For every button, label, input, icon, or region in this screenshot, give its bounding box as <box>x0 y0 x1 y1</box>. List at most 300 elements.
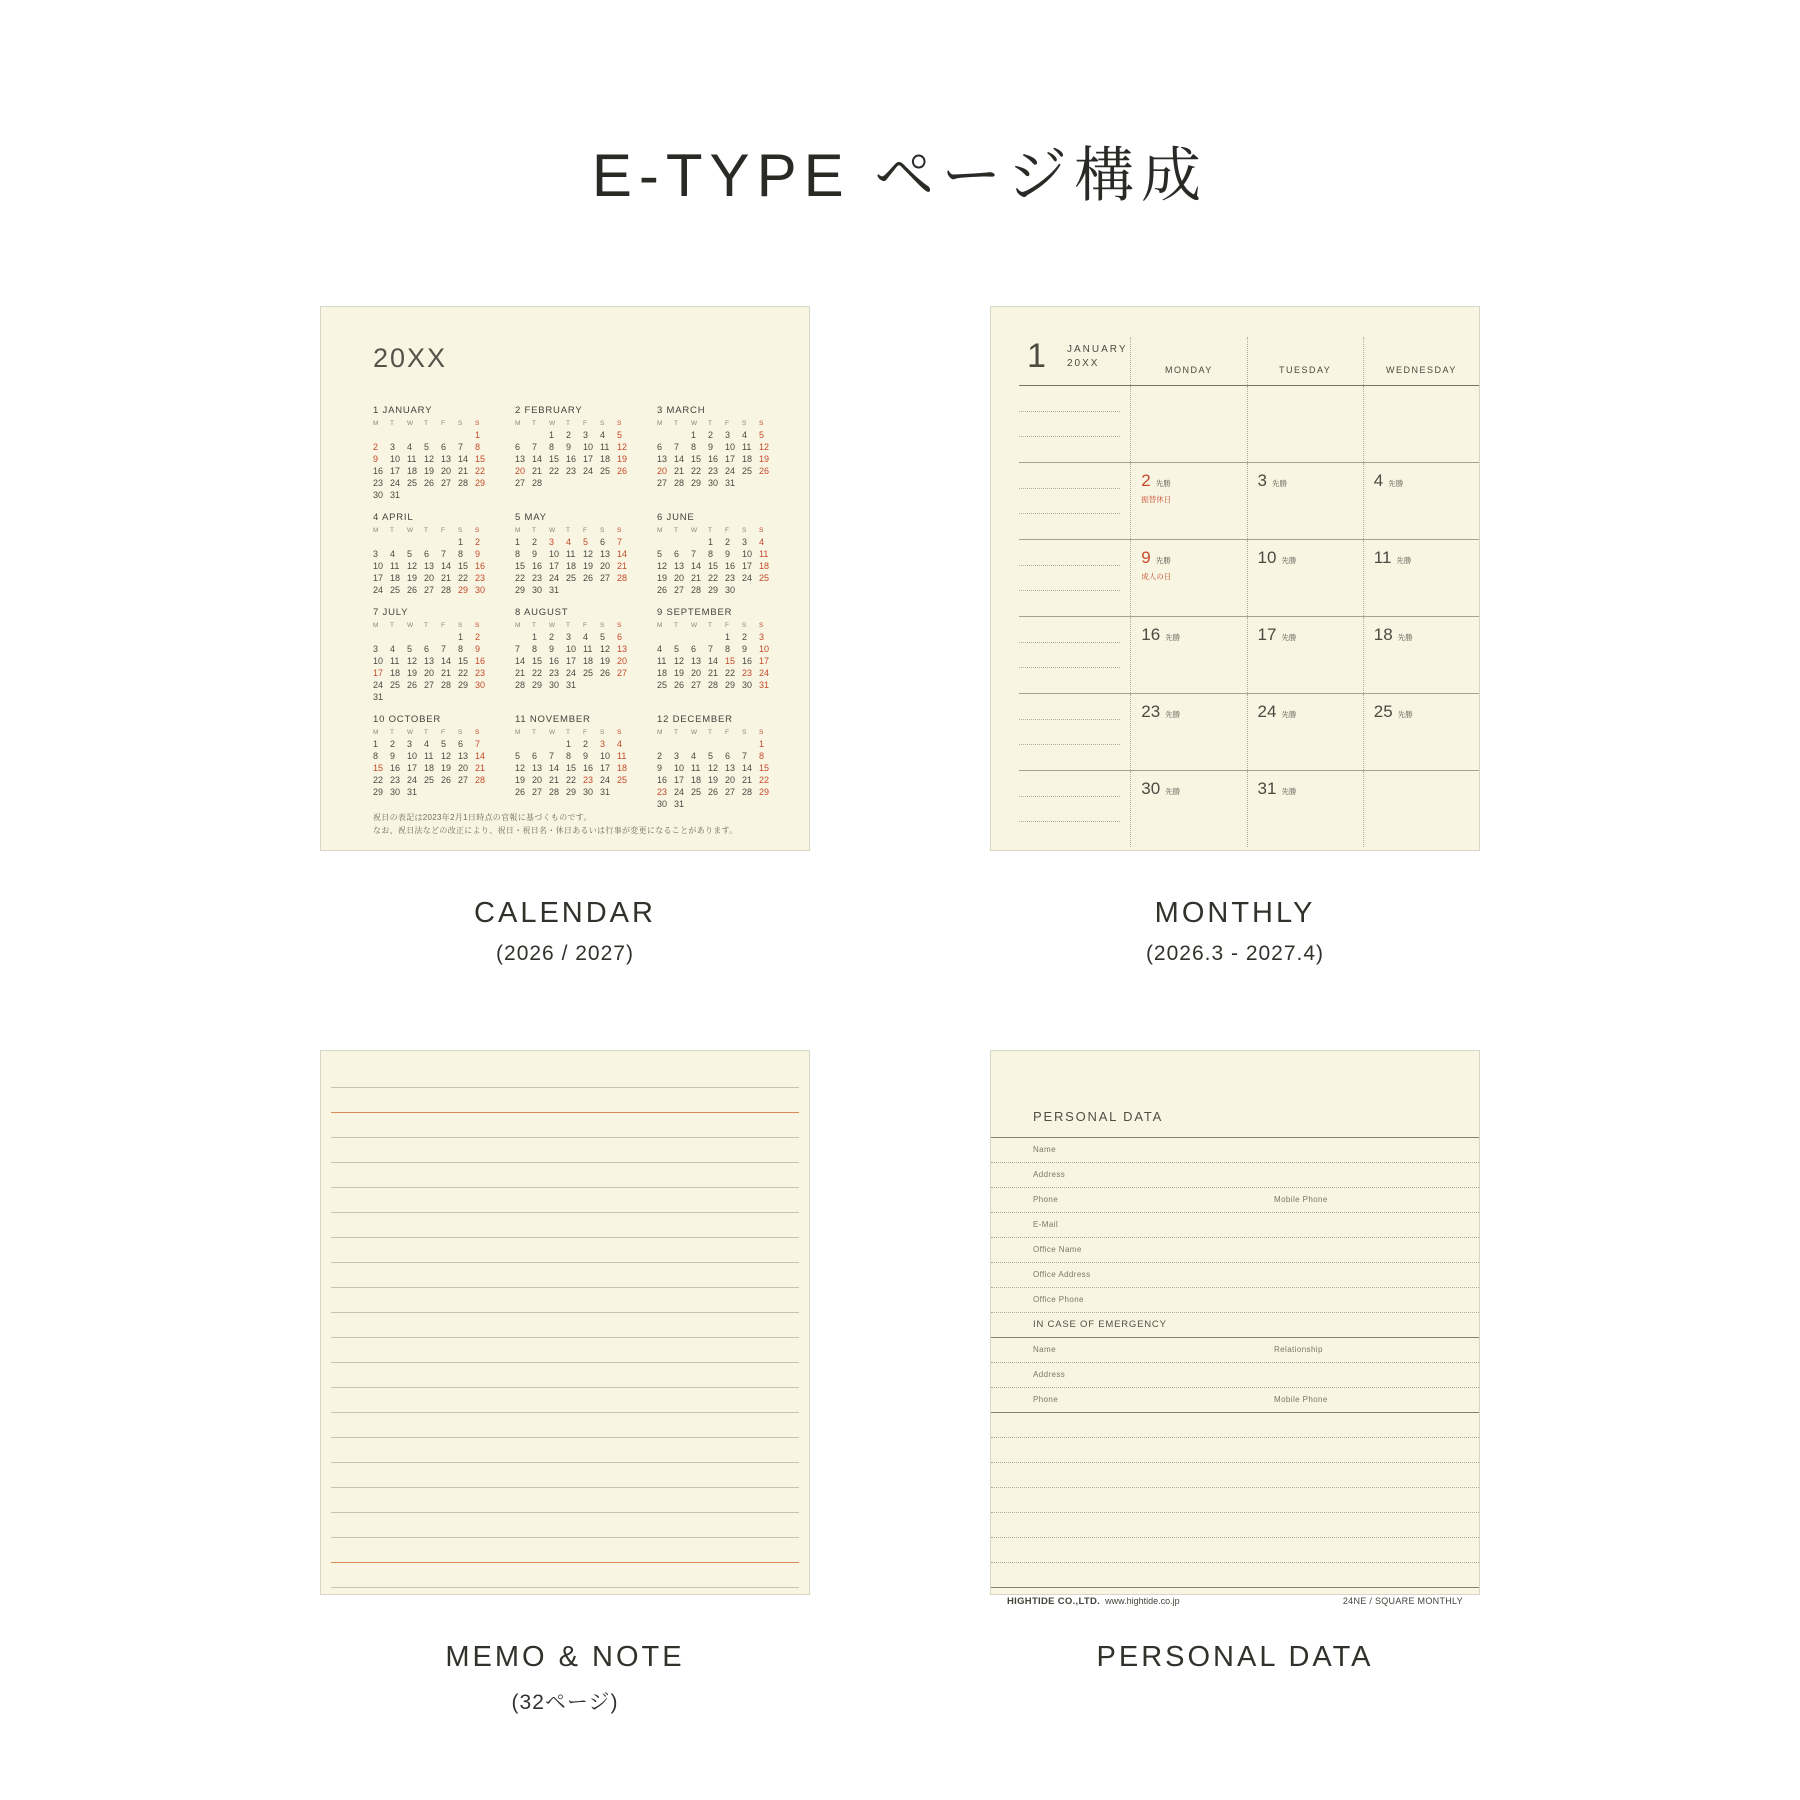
monthly-side-notes <box>1019 540 1130 616</box>
day-number: 23 <box>475 573 486 583</box>
day-number: 7 <box>458 442 464 452</box>
day-number: 10 <box>407 751 418 761</box>
day-number: 31 <box>600 787 611 797</box>
calendar-footnote-line2: なお、祝日法などの改正により、祝日・祝日名・休日あるいは行事が変更になることがあります。 <box>373 826 738 835</box>
day-number: 3 <box>600 739 606 749</box>
day-number <box>691 536 708 548</box>
day-number: 14 <box>691 561 702 571</box>
monthly-day-cell <box>1247 771 1363 847</box>
day-number: 25 <box>566 573 577 583</box>
monthly-week-row <box>1019 540 1479 617</box>
day-number: 19 <box>441 763 452 773</box>
date-number: 4 <box>1373 471 1384 490</box>
weekday-label: T <box>424 527 428 534</box>
day-number: 14 <box>458 454 469 464</box>
day-number: 23 <box>532 573 543 583</box>
day-number: 17 <box>373 573 384 583</box>
day-number <box>674 738 691 750</box>
month-grid <box>373 621 503 703</box>
weekday-label: M <box>373 622 379 629</box>
day-number: 14 <box>742 763 753 773</box>
day-number: 13 <box>600 549 611 559</box>
day-number: 28 <box>742 787 753 797</box>
memo-rule <box>331 1188 799 1213</box>
day-number: 11 <box>583 644 593 654</box>
memo-rule <box>331 1138 799 1163</box>
day-number: 10 <box>600 751 611 761</box>
weekday-label: S <box>600 527 605 534</box>
weekday-label: W <box>407 729 414 736</box>
day-number: 15 <box>458 656 469 666</box>
day-number: 17 <box>373 668 384 678</box>
day-number: 17 <box>583 454 594 464</box>
day-number: 5 <box>583 537 589 547</box>
day-number: 21 <box>617 561 628 571</box>
day-number: 27 <box>441 478 452 488</box>
form-field-row <box>991 1288 1479 1313</box>
day-number: 12 <box>583 549 594 559</box>
day-number: 10 <box>373 656 384 666</box>
field-label: Name <box>1033 1345 1056 1354</box>
day-number: 17 <box>407 763 418 773</box>
day-number: 29 <box>725 680 736 690</box>
day-number <box>515 738 532 750</box>
rokuyo-label: 先勝 <box>1397 633 1413 642</box>
field-label: Office Name <box>1033 1245 1082 1254</box>
personal-fields <box>991 1138 1479 1313</box>
day-number <box>617 584 634 596</box>
monthly-header-side <box>1019 337 1130 385</box>
date-number: 11 <box>1373 548 1392 567</box>
day-number: 15 <box>475 454 486 464</box>
day-number <box>441 631 458 643</box>
day-number: 29 <box>475 478 486 488</box>
day-number <box>657 429 674 441</box>
day-number: 20 <box>657 466 668 476</box>
memo-rule <box>331 1113 799 1138</box>
weekday-label: W <box>407 622 414 629</box>
day-number: 2 <box>549 632 555 642</box>
day-number: 20 <box>441 466 452 476</box>
day-number <box>657 536 674 548</box>
month-name: 8 AUGUST <box>515 607 569 618</box>
monthly-week-row <box>1019 617 1479 694</box>
day-number: 2 <box>373 442 379 452</box>
day-number: 4 <box>583 632 589 642</box>
month-block <box>515 405 645 501</box>
day-number: 24 <box>583 466 594 476</box>
day-number: 6 <box>441 442 447 452</box>
day-number: 21 <box>549 775 560 785</box>
day-number: 1 <box>532 632 538 642</box>
day-number <box>759 798 776 810</box>
month-grid <box>373 728 503 798</box>
day-number: 19 <box>657 573 668 583</box>
day-number: 21 <box>708 668 719 678</box>
day-number: 13 <box>617 644 628 654</box>
day-number <box>441 786 458 798</box>
form-field-row <box>991 1338 1479 1363</box>
day-number <box>583 477 600 489</box>
day-number: 25 <box>424 775 435 785</box>
day-number <box>691 798 708 810</box>
emergency-heading-row <box>991 1313 1479 1338</box>
day-number: 18 <box>600 454 611 464</box>
day-number: 12 <box>674 656 685 666</box>
monthly-side-notes <box>1019 694 1130 770</box>
day-number: 6 <box>424 549 430 559</box>
day-number: 10 <box>674 763 685 773</box>
day-number: 16 <box>583 763 594 773</box>
day-number: 24 <box>759 668 770 678</box>
day-number: 7 <box>532 442 538 452</box>
memo-lines <box>331 1063 799 1588</box>
monthly-col-wednesday <box>1363 337 1479 385</box>
day-number: 29 <box>458 680 469 690</box>
day-number <box>657 631 674 643</box>
day-number: 18 <box>566 561 577 571</box>
weekday-label: T <box>566 527 570 534</box>
day-number: 30 <box>708 478 719 488</box>
day-number: 19 <box>617 454 628 464</box>
weekday-label: M <box>373 420 379 427</box>
dotted-rule <box>1019 796 1120 797</box>
publisher-name: HIGHTIDE CO.,LTD. <box>1007 1596 1101 1607</box>
day-number: 30 <box>475 680 486 690</box>
rokuyo-label: 先勝 <box>1271 479 1287 488</box>
day-number: 11 <box>407 454 417 464</box>
day-number: 25 <box>691 787 702 797</box>
day-number: 19 <box>407 668 418 678</box>
day-number: 9 <box>657 763 663 773</box>
day-number <box>424 631 441 643</box>
day-number: 1 <box>475 430 481 440</box>
day-number: 22 <box>458 668 469 678</box>
day-number: 10 <box>725 442 736 452</box>
day-number: 1 <box>515 537 521 547</box>
day-number: 11 <box>390 561 400 571</box>
dotted-rule <box>1019 744 1120 745</box>
day-number <box>657 738 674 750</box>
day-number: 16 <box>708 454 719 464</box>
day-number: 19 <box>583 561 594 571</box>
weekday-label: S <box>617 420 622 427</box>
day-number: 3 <box>583 430 589 440</box>
day-number: 11 <box>617 751 627 761</box>
month-grid <box>657 419 787 489</box>
day-number: 18 <box>390 573 401 583</box>
monthly-month-number: 1 <box>1027 337 1046 375</box>
day-number: 1 <box>458 537 464 547</box>
day-number: 20 <box>617 656 628 666</box>
personal-caption: PERSONAL DATA <box>1096 1641 1374 1673</box>
day-number <box>583 679 600 691</box>
day-number: 6 <box>532 751 538 761</box>
day-number <box>373 631 390 643</box>
monthly-day-cell <box>1130 540 1246 616</box>
day-number: 24 <box>600 775 611 785</box>
month-name: 2 FEBRUARY <box>515 405 583 416</box>
day-number: 26 <box>708 787 719 797</box>
day-number: 15 <box>515 561 526 571</box>
day-number: 13 <box>691 656 702 666</box>
day-number: 3 <box>674 751 680 761</box>
day-number <box>566 584 583 596</box>
memo-rule <box>331 1238 799 1263</box>
day-number: 31 <box>549 585 560 595</box>
publisher-info <box>1007 1596 1180 1607</box>
day-number: 26 <box>617 466 628 476</box>
monthly-day-cell <box>1130 463 1246 539</box>
day-number: 9 <box>549 644 555 654</box>
weekday-label: T <box>424 420 428 427</box>
day-number: 2 <box>566 430 572 440</box>
day-number: 11 <box>390 656 400 666</box>
day-number: 3 <box>407 739 413 749</box>
day-number <box>458 489 475 501</box>
date-number: 23 <box>1141 702 1161 721</box>
day-number: 7 <box>708 644 714 654</box>
memo-rule <box>331 1363 799 1388</box>
month-grid <box>373 526 503 596</box>
day-number: 18 <box>759 561 770 571</box>
dotted-rule <box>1019 436 1120 437</box>
monthly-day-cell <box>1363 463 1479 539</box>
weekday-label: M <box>657 622 663 629</box>
day-number: 16 <box>742 656 753 666</box>
day-number: 20 <box>725 775 736 785</box>
weekday-label: T <box>566 622 570 629</box>
day-number: 14 <box>617 549 628 559</box>
day-number: 2 <box>725 537 731 547</box>
day-number: 24 <box>373 585 384 595</box>
weekday-label: W <box>691 622 698 629</box>
rokuyo-label: 先勝 <box>1281 633 1297 642</box>
day-number: 7 <box>549 751 555 761</box>
day-number: 21 <box>475 763 486 773</box>
monthly-day-cell <box>1247 694 1363 770</box>
day-number: 9 <box>708 442 714 452</box>
weekday-label: T <box>390 527 394 534</box>
weekday-label: F <box>583 729 587 736</box>
day-number: 25 <box>657 680 668 690</box>
monthly-day-cell <box>1247 463 1363 539</box>
monthly-month-name <box>1067 343 1128 371</box>
month-name: 10 OCTOBER <box>373 714 442 725</box>
day-number: 27 <box>424 680 435 690</box>
day-number: 3 <box>725 430 731 440</box>
day-number <box>407 631 424 643</box>
day-number: 28 <box>674 478 685 488</box>
blank-row <box>991 1463 1479 1488</box>
memo-rule <box>331 1488 799 1513</box>
day-number: 26 <box>759 466 770 476</box>
publisher-url: www.hightide.co.jp <box>1105 1596 1180 1606</box>
day-number: 29 <box>759 787 770 797</box>
weekday-label: T <box>424 622 428 629</box>
month-name: 11 NOVEMBER <box>515 714 591 725</box>
day-number: 29 <box>458 585 469 595</box>
weekday-label: S <box>617 527 622 534</box>
day-number: 26 <box>657 585 668 595</box>
day-number: 9 <box>532 549 538 559</box>
weekday-label: M <box>515 729 521 736</box>
weekday-label: M <box>657 527 663 534</box>
day-number: 23 <box>549 668 560 678</box>
month-block <box>657 512 787 596</box>
weekday-label: W <box>549 527 556 534</box>
day-number: 10 <box>373 561 384 571</box>
day-number: 13 <box>424 561 435 571</box>
personal-heading-row <box>991 1109 1479 1138</box>
day-number <box>407 536 424 548</box>
personal-footer <box>991 1588 1479 1613</box>
day-number: 5 <box>600 632 606 642</box>
day-number <box>424 691 441 703</box>
monthly-day-cell <box>1363 386 1479 462</box>
day-number: 13 <box>441 454 452 464</box>
weekday-label: F <box>725 420 729 427</box>
day-number: 20 <box>600 561 611 571</box>
day-number: 11 <box>657 656 667 666</box>
day-number: 4 <box>617 739 623 749</box>
day-number: 17 <box>674 775 685 785</box>
day-number <box>708 631 725 643</box>
day-number: 5 <box>515 751 521 761</box>
day-number: 27 <box>617 668 628 678</box>
day-number: 3 <box>742 537 748 547</box>
day-number: 27 <box>657 478 668 488</box>
date-number: 31 <box>1257 779 1277 798</box>
field-label-secondary: Mobile Phone <box>1274 1395 1328 1404</box>
day-number: 21 <box>458 466 469 476</box>
month-name: 3 MARCH <box>657 405 706 416</box>
day-number: 9 <box>390 751 396 761</box>
day-number: 13 <box>515 454 526 464</box>
day-number: 14 <box>515 656 526 666</box>
day-number <box>742 584 759 596</box>
weekday-label: T <box>566 729 570 736</box>
day-number: 11 <box>424 751 434 761</box>
day-number: 20 <box>424 668 435 678</box>
day-number: 16 <box>725 561 736 571</box>
day-number <box>759 584 776 596</box>
day-number: 23 <box>373 478 384 488</box>
memo-rule <box>331 1463 799 1488</box>
holiday-label: 振替休日 <box>1141 495 1172 504</box>
weekday-label: F <box>725 622 729 629</box>
dotted-rule <box>1019 667 1120 668</box>
day-number: 22 <box>458 573 469 583</box>
product-code: 24NE / SQUARE MONTHLY <box>1342 1596 1463 1606</box>
calendar-footnote <box>373 811 738 837</box>
day-number: 22 <box>691 466 702 476</box>
month-grid <box>657 526 787 596</box>
day-number: 25 <box>759 573 770 583</box>
month-name: 4 APRIL <box>373 512 414 523</box>
day-number: 4 <box>600 430 606 440</box>
emergency-fields <box>991 1338 1479 1413</box>
day-number: 17 <box>742 561 753 571</box>
day-number: 12 <box>407 656 418 666</box>
day-number: 1 <box>725 632 731 642</box>
monthly-day-cell <box>1363 771 1479 847</box>
monthly-day-cell <box>1363 694 1479 770</box>
day-number: 21 <box>742 775 753 785</box>
day-number: 25 <box>390 680 401 690</box>
day-number: 21 <box>674 466 685 476</box>
day-number <box>407 489 424 501</box>
weekday-label: M <box>515 527 521 534</box>
day-number: 17 <box>759 656 770 666</box>
page-title: E-TYPE ページ構成 <box>591 142 1209 209</box>
day-number: 28 <box>441 680 452 690</box>
rokuyo-label: 先勝 <box>1165 710 1181 719</box>
day-number: 6 <box>691 644 697 654</box>
day-number <box>475 489 492 501</box>
day-number: 14 <box>441 561 452 571</box>
monthly-side-notes <box>1019 463 1130 539</box>
weekday-label: W <box>691 420 698 427</box>
day-number: 8 <box>475 442 481 452</box>
day-number: 25 <box>617 775 628 785</box>
day-number <box>617 477 634 489</box>
month-grid <box>657 728 787 810</box>
day-number: 2 <box>657 751 663 761</box>
day-number: 14 <box>674 454 685 464</box>
day-number: 12 <box>407 561 418 571</box>
monthly-day-cell <box>1130 771 1246 847</box>
day-number: 18 <box>407 466 418 476</box>
weekday-label: T <box>708 622 712 629</box>
day-number: 9 <box>583 751 589 761</box>
day-number: 20 <box>532 775 543 785</box>
date-number: 3 <box>1257 471 1267 490</box>
day-number: 25 <box>583 668 594 678</box>
day-number: 23 <box>583 775 594 785</box>
memo-accent-rule <box>331 1538 799 1563</box>
day-number: 11 <box>759 549 769 559</box>
day-number: 11 <box>691 763 701 773</box>
day-number: 7 <box>475 739 481 749</box>
dotted-rule <box>1019 719 1120 720</box>
day-number: 9 <box>742 644 748 654</box>
day-number: 8 <box>515 549 521 559</box>
day-number: 26 <box>674 680 685 690</box>
day-number: 7 <box>441 549 447 559</box>
day-number: 24 <box>742 573 753 583</box>
day-number: 29 <box>532 680 543 690</box>
weekday-label: T <box>708 729 712 736</box>
day-number: 5 <box>407 644 413 654</box>
day-number: 24 <box>725 466 736 476</box>
memo-accent-rule <box>331 1088 799 1113</box>
form-field-row <box>991 1363 1479 1388</box>
day-number: 17 <box>725 454 736 464</box>
day-number <box>532 429 549 441</box>
day-number <box>390 631 407 643</box>
day-number: 25 <box>407 478 418 488</box>
day-number: 1 <box>708 537 714 547</box>
monthly-day-cell <box>1130 386 1246 462</box>
day-number: 5 <box>759 430 765 440</box>
rokuyo-label: 先勝 <box>1388 479 1404 488</box>
day-number <box>617 786 634 798</box>
day-number: 28 <box>515 680 526 690</box>
day-number: 24 <box>674 787 685 797</box>
day-number: 10 <box>390 454 401 464</box>
day-number: 29 <box>373 787 384 797</box>
